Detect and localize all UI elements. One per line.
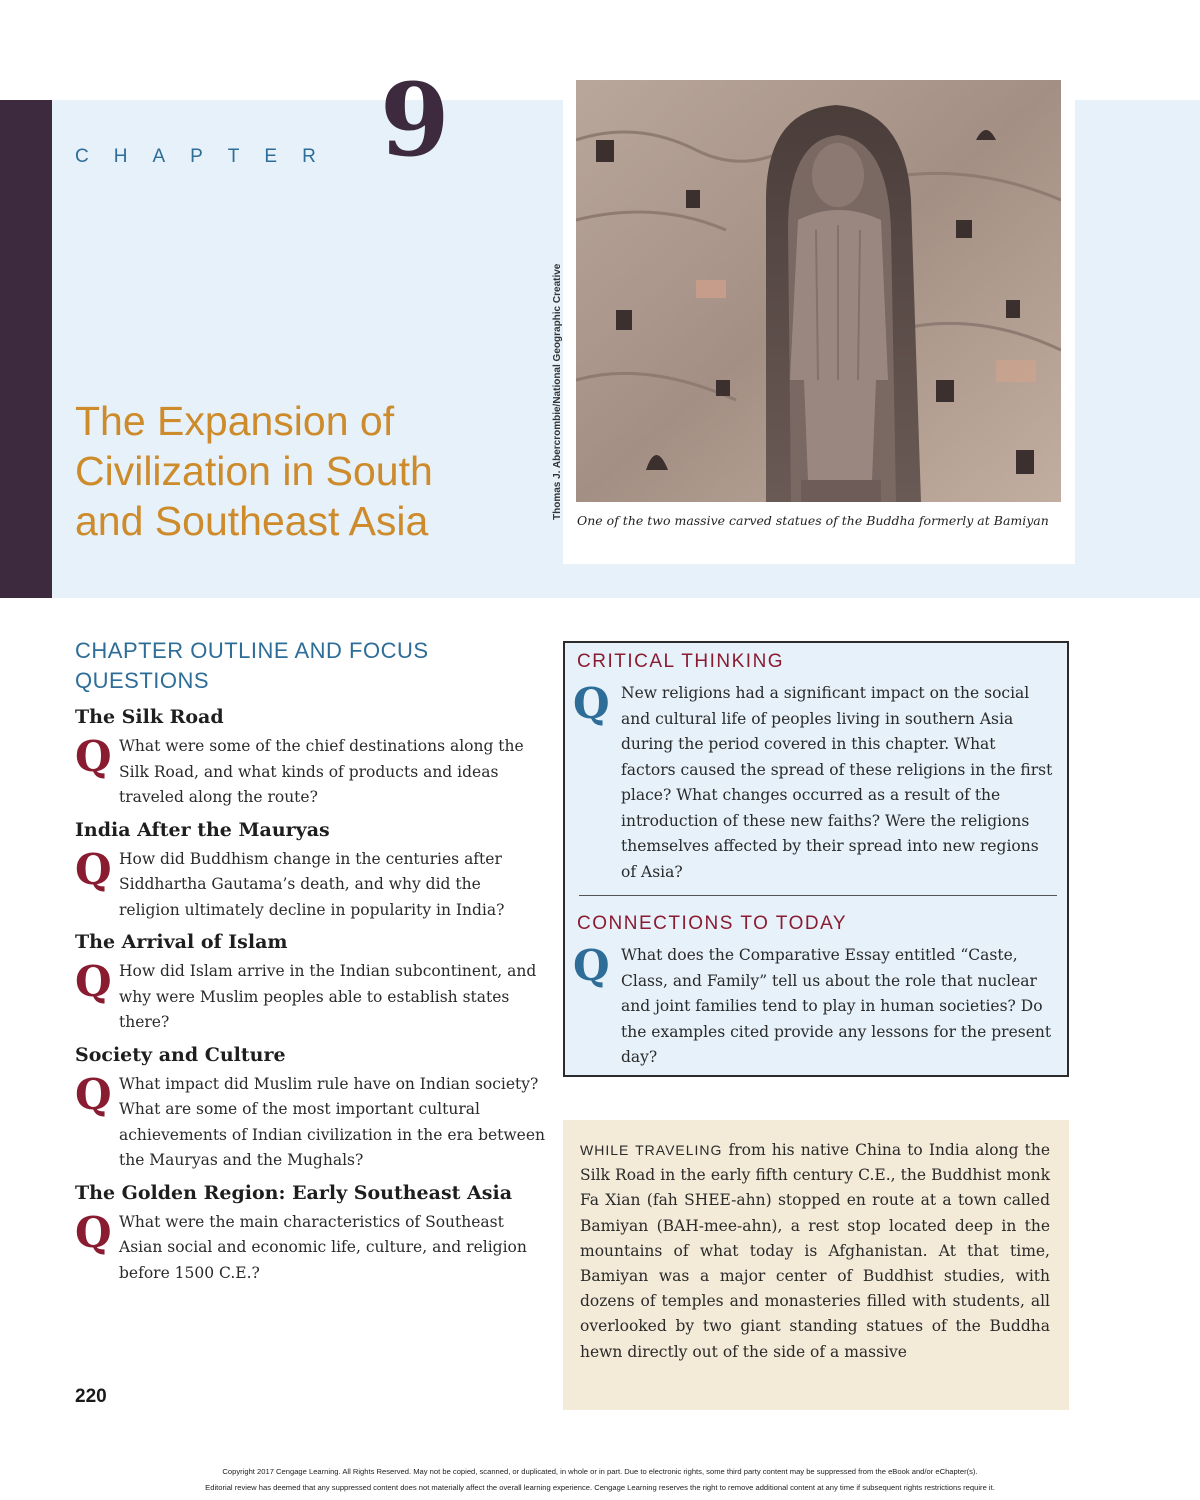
question-q-icon: Q <box>573 941 610 990</box>
question-q-icon: Q <box>75 1207 112 1257</box>
question-text: What does the Comparative Essay entitled “Caste, Class, and Family” tell us about the role that nuclear and joint families tend to play in human societies? Do the examples cited provide any lessons for the present day? <box>621 946 1052 1066</box>
opening-essay-box <box>563 1120 1069 1410</box>
critical-thinking-heading: CRITICAL THINKING <box>577 651 785 672</box>
question-text: How did Buddhism change in the centuries after Siddhartha Gautama’s death, and why did the religion ultimately decline in popularity in India? <box>119 849 505 919</box>
outline-list <box>75 706 545 1294</box>
outline-section <box>75 1044 545 1174</box>
question-q-icon: Q <box>75 844 112 894</box>
chapter-label: CHAPTER <box>75 146 341 167</box>
essay-lead-in: WHILE TRAVELING <box>580 1142 723 1158</box>
outline-heading: CHAPTER OUTLINE AND FOCUS QUESTIONS <box>75 638 429 693</box>
copyright-line: Copyright 2017 Cengage Learning. All Rights Reserved. May not be copied, scanned, or duplicated, in whole or in part. Due to electronic rights, some third party content may be suppressed from the eBook and/or eChapter(s). <box>222 1467 978 1476</box>
outline-section <box>75 706 545 811</box>
chapter-number: 9 <box>380 61 450 179</box>
page-number: 220 <box>75 1386 107 1407</box>
question-text: New religions had a significant impact on the social and cultural life of peoples living in southern Asia during the period covered in this chapter. What factors caused the spread of these religions in the first place? What changes occurred as a result of the introduction of these new faiths? Were the religions themselves affected by their spread into new regions of Asia? <box>621 684 1053 881</box>
section-title: Society and Culture <box>75 1043 286 1066</box>
box-divider <box>579 895 1057 896</box>
chapter-title-line: and Southeast Asia <box>75 498 429 544</box>
photo-credit: Thomas J. Abercrombie/National Geographic Creative <box>552 263 563 520</box>
copyright-notice <box>80 1464 1120 1496</box>
photo-caption: One of the two massive carved statues of the Buddha formerly at Bamiyan <box>577 513 1049 528</box>
chapter-title-line: The Expansion of <box>75 398 395 444</box>
section-title: India After the Mauryas <box>75 818 330 841</box>
question-text: How did Islam arrive in the Indian subcontinent, and why were Muslim peoples able to establish states there? <box>119 962 537 1031</box>
photo-card <box>563 80 1075 564</box>
chapter-side-bar <box>0 100 52 598</box>
essay-body: from his native China to India along the Silk Road in the early fifth century C.E., the Buddhist monk Fa Xian (fah SHEE-ahn) stopped en route at a town called Bamiyan (BAH-mee-ahn), a rest stop located deep in the mountains of what today is Afghanistan. At that time, Bamiyan was a major center of Buddhist studies, with dozens of temples and monasteries filled with students, all overlooked by two giant standing statues of the Buddha hewn directly out of the side of a massive <box>580 1141 1050 1361</box>
section-title: The Silk Road <box>75 706 224 728</box>
connections-heading: CONNECTIONS TO TODAY <box>577 913 848 934</box>
outline-section <box>75 931 545 1036</box>
critical-thinking-box <box>563 641 1069 1077</box>
question-text: What were some of the chief destinations along the Silk Road, and what kinds of products and ideas traveled along the route? <box>119 737 524 806</box>
question-text: What impact did Muslim rule have on Indian society? What are some of the most important cultural achievements of Indian civilization in the era between the Mauryas and the Mughals? <box>119 1074 546 1169</box>
focus-question <box>75 1207 545 1287</box>
focus-question <box>75 1069 546 1174</box>
buddha-statue-photo <box>576 80 1061 502</box>
question-q-icon: Q <box>573 679 610 728</box>
focus-question <box>75 734 545 811</box>
focus-question <box>75 959 545 1036</box>
outline-section <box>75 1182 545 1287</box>
question-q-icon: Q <box>75 732 112 781</box>
outline-section <box>75 819 545 924</box>
question-q-icon: Q <box>75 1069 112 1119</box>
chapter-title <box>75 396 535 546</box>
section-title: The Golden Region: Early Southeast Asia <box>75 1181 512 1204</box>
question-text: What were the main characteristics of Southeast Asian social and economic life, culture, and religion before 1500 C.E.? <box>119 1212 527 1282</box>
critical-thinking-question <box>573 681 1053 885</box>
section-title: The Arrival of Islam <box>75 931 288 953</box>
question-q-icon: Q <box>75 957 112 1006</box>
focus-question <box>75 844 545 924</box>
copyright-line: Editorial review has deemed that any suppressed content does not materially affect the overall learning experience. Cengage Learning reserves the right to remove additional content at any time if subsequent rights restrictions require it. <box>205 1483 995 1492</box>
chapter-title-line: Civilization in South <box>75 448 433 494</box>
opening-essay-text <box>580 1138 1050 1365</box>
connections-question <box>573 943 1053 1071</box>
